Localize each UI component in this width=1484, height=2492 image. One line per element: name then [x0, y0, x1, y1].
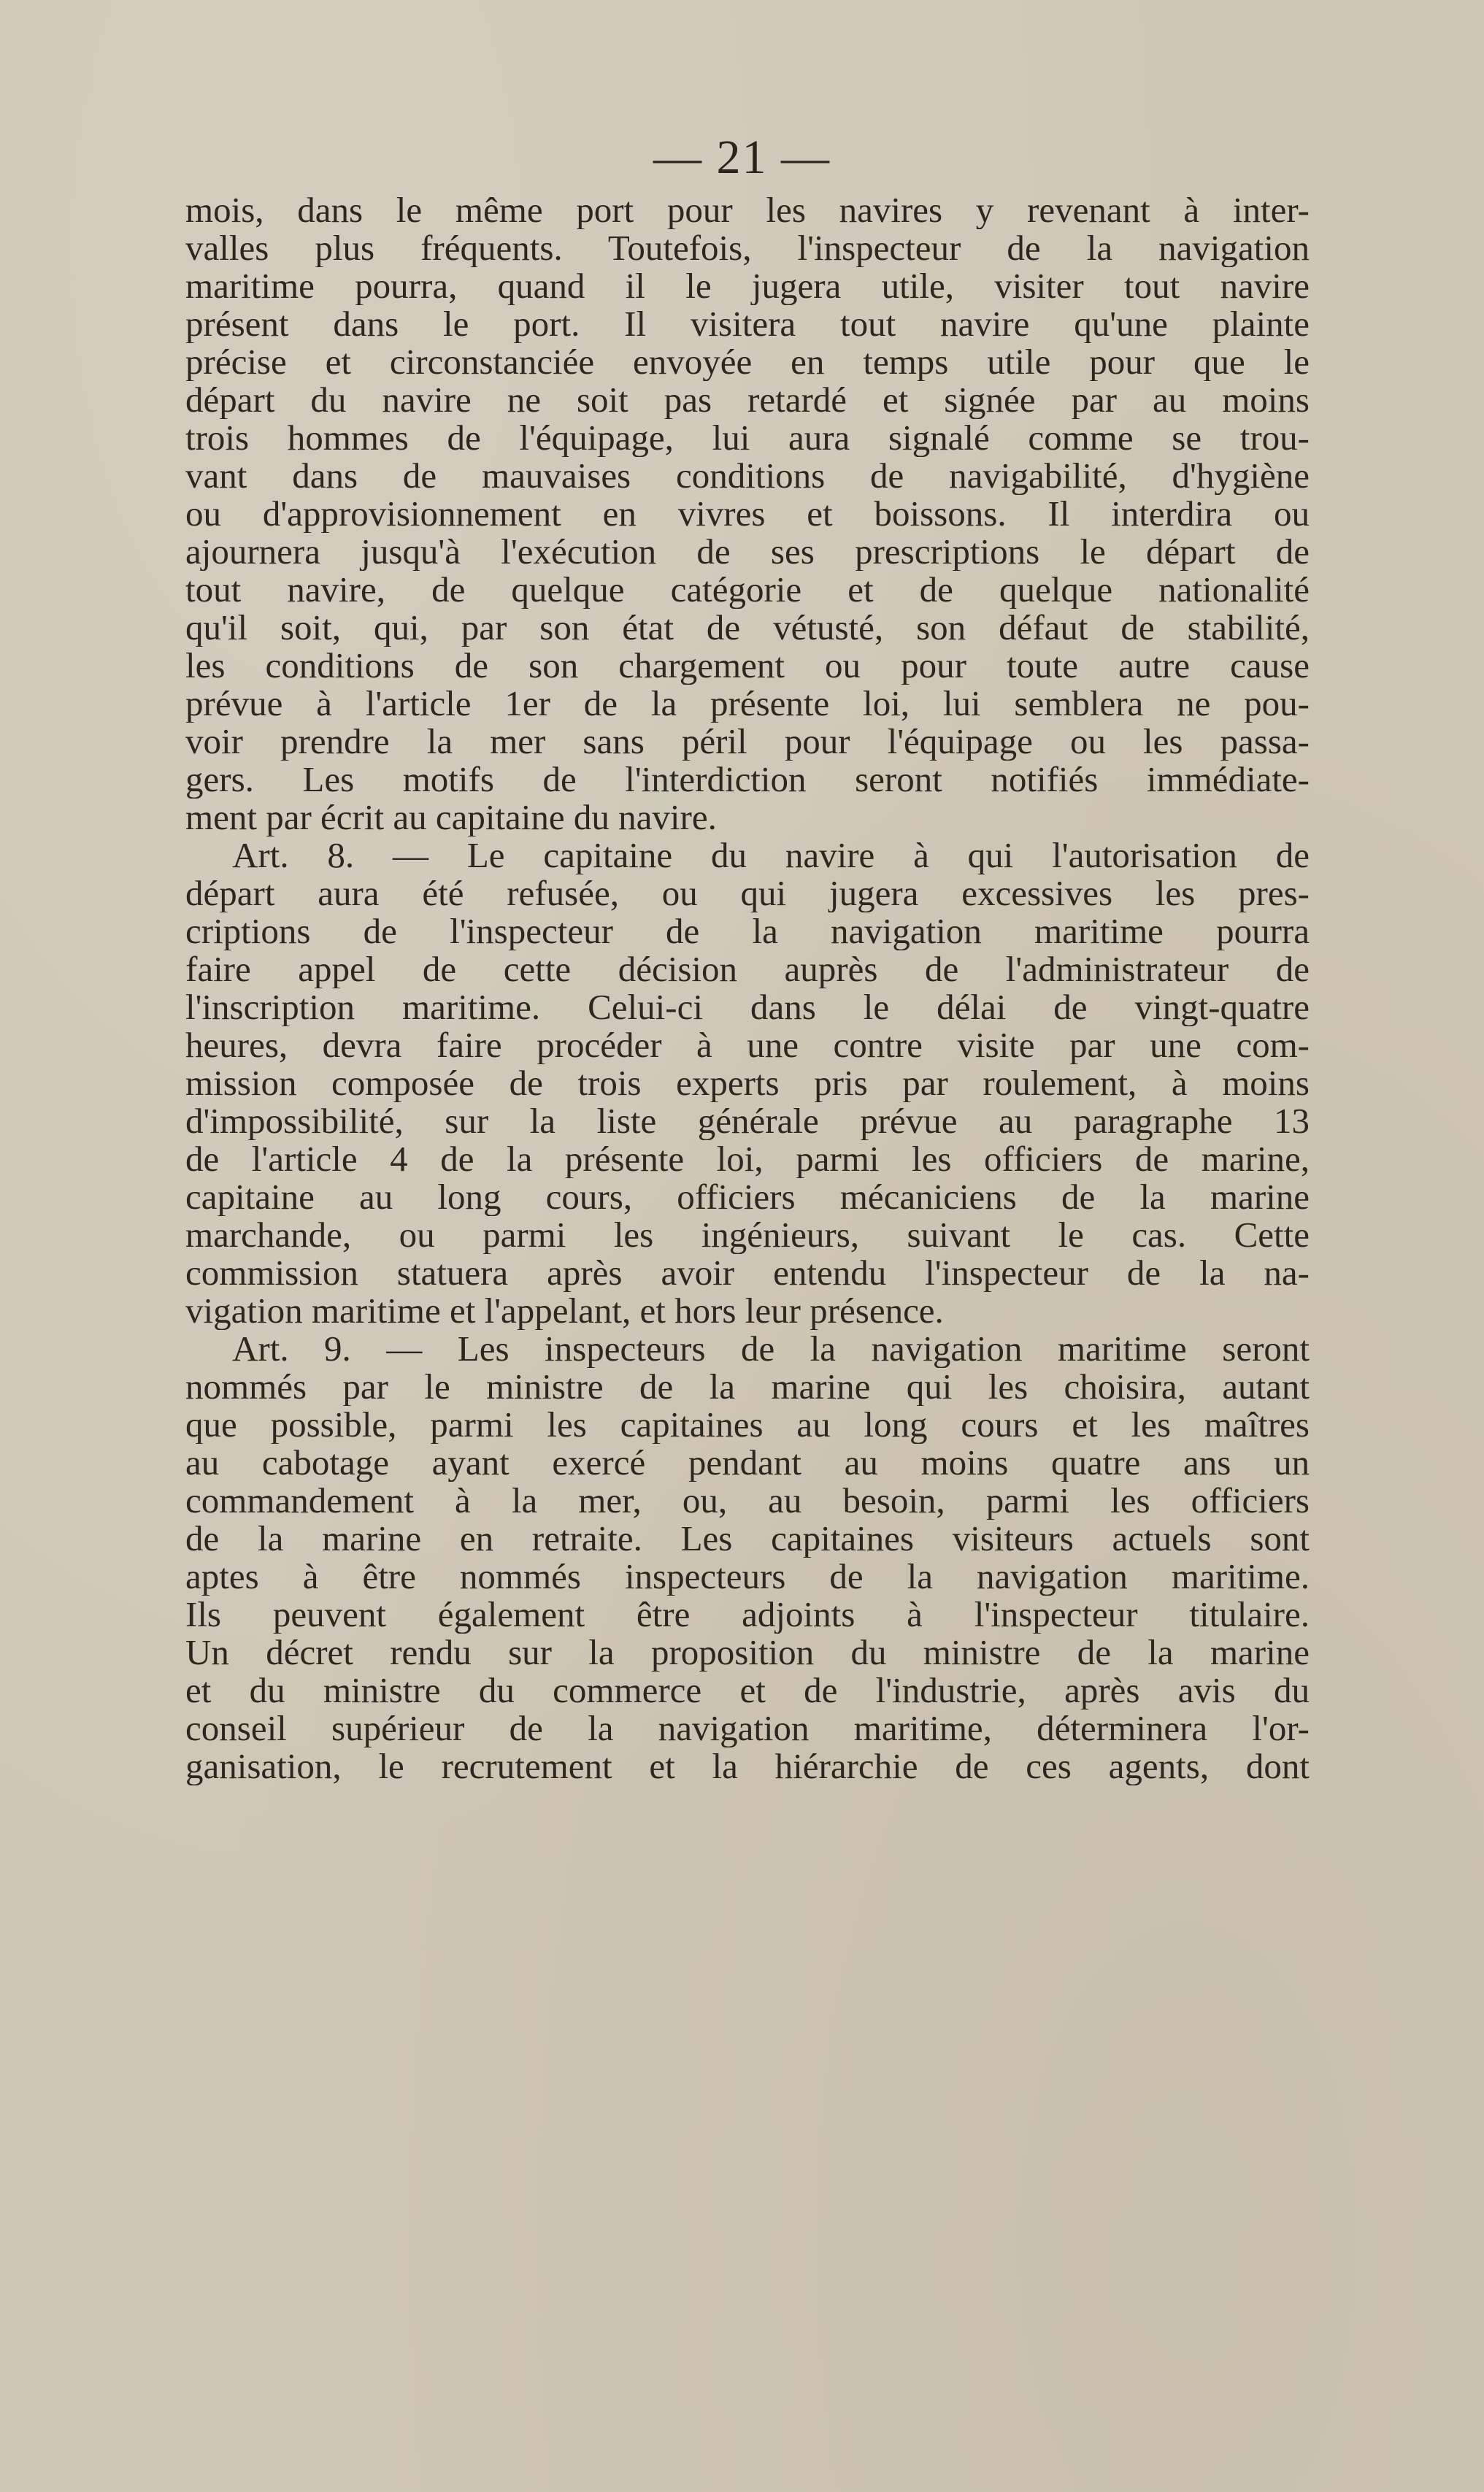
text-line: ou d'approvisionnement en vivres et boissons. Il interdira ou: [185, 495, 1310, 533]
article-heading-line: Art. 8. — Le capitaine du navire à qui l'autorisation de: [232, 837, 1310, 874]
text-line: Un décret rendu sur la proposition du ministre de la marine: [185, 1634, 1310, 1672]
text-line: de la marine en retraite. Les capitaines visiteurs actuels sont: [185, 1520, 1310, 1558]
text-line: et du ministre du commerce et de l'industrie, après avis du: [185, 1672, 1310, 1710]
text-line: conseil supérieur de la navigation maritime, déterminera l'or-: [185, 1710, 1310, 1747]
text-line: criptions de l'inspecteur de la navigation maritime pourra: [185, 912, 1310, 950]
text-line: commandement à la mer, ou, au besoin, parmi les officiers: [185, 1482, 1310, 1520]
text-line: prévue à l'article 1er de la présente loi, lui semblera ne pou-: [185, 685, 1310, 723]
text-line: ajournera jusqu'à l'exécution de ses prescriptions le départ de: [185, 533, 1310, 571]
text-line: trois hommes de l'équipage, lui aura signalé comme se trou-: [185, 419, 1310, 457]
text-line: que possible, parmi les capitaines au long cours et les maîtres: [185, 1406, 1310, 1444]
text-line: qu'il soit, qui, par son état de vétusté, son défaut de stabilité,: [185, 609, 1310, 647]
text-line: départ du navire ne soit pas retardé et signée par au moins: [185, 381, 1310, 419]
text-line: vant dans de mauvaises conditions de navigabilité, d'hygiène: [185, 457, 1310, 495]
text-line: gers. Les motifs de l'interdiction seront notifiés immédiate-: [185, 761, 1310, 799]
text-line: marchande, ou parmi les ingénieurs, suivant le cas. Cette: [185, 1216, 1310, 1254]
body-text: [185, 191, 1310, 1785]
text-line: voir prendre la mer sans péril pour l'équipage ou les passa-: [185, 723, 1310, 761]
text-line: au cabotage ayant exercé pendant au moins quatre ans un: [185, 1444, 1310, 1482]
text-line: maritime pourra, quand il le jugera utile, visiter tout navire: [185, 267, 1310, 305]
text-line: mission composée de trois experts pris par roulement, à moins: [185, 1064, 1310, 1102]
text-line: précise et circonstanciée envoyée en temps utile pour que le: [185, 343, 1310, 381]
text-line: heures, devra faire procéder à une contre visite par une com-: [185, 1026, 1310, 1064]
text-line: Ils peuvent également être adjoints à l'inspecteur titulaire.: [185, 1596, 1310, 1634]
text-line: de l'article 4 de la présente loi, parmi les officiers de marine,: [185, 1140, 1310, 1178]
text-line: faire appel de cette décision auprès de l'administrateur de: [185, 950, 1310, 988]
text-line: ment par écrit au capitaine du navire.: [185, 799, 717, 837]
text-line: aptes à être nommés inspecteurs de la navigation maritime.: [185, 1558, 1310, 1596]
text-line: ganisation, le recrutement et la hiérarchie de ces agents, dont: [185, 1747, 1310, 1785]
text-line: présent dans le port. Il visitera tout navire qu'une plainte: [185, 305, 1310, 343]
text-line: tout navire, de quelque catégorie et de quelque nationalité: [185, 571, 1310, 609]
text-line: d'impossibilité, sur la liste générale prévue au paragraphe 13: [185, 1102, 1310, 1140]
text-line: mois, dans le même port pour les navires y revenant à inter-: [185, 191, 1310, 229]
text-line: départ aura été refusée, ou qui jugera excessives les pres-: [185, 874, 1310, 912]
text-line: vigation maritime et l'appelant, et hors leur présence.: [185, 1292, 944, 1330]
text-line: les conditions de son chargement ou pour toute autre cause: [185, 647, 1310, 685]
article-heading-line: Art. 9. — Les inspecteurs de la navigation maritime seront: [232, 1330, 1310, 1368]
text-line: capitaine au long cours, officiers mécaniciens de la marine: [185, 1178, 1310, 1216]
text-line: valles plus fréquents. Toutefois, l'inspecteur de la navigation: [185, 229, 1310, 267]
page-number-header: — 21 —: [653, 131, 831, 184]
text-line: nommés par le ministre de la marine qui les choisira, autant: [185, 1368, 1310, 1406]
text-line: l'inscription maritime. Celui-ci dans le délai de vingt-quatre: [185, 988, 1310, 1026]
text-line: commission statuera après avoir entendu l'inspecteur de la na-: [185, 1254, 1310, 1292]
